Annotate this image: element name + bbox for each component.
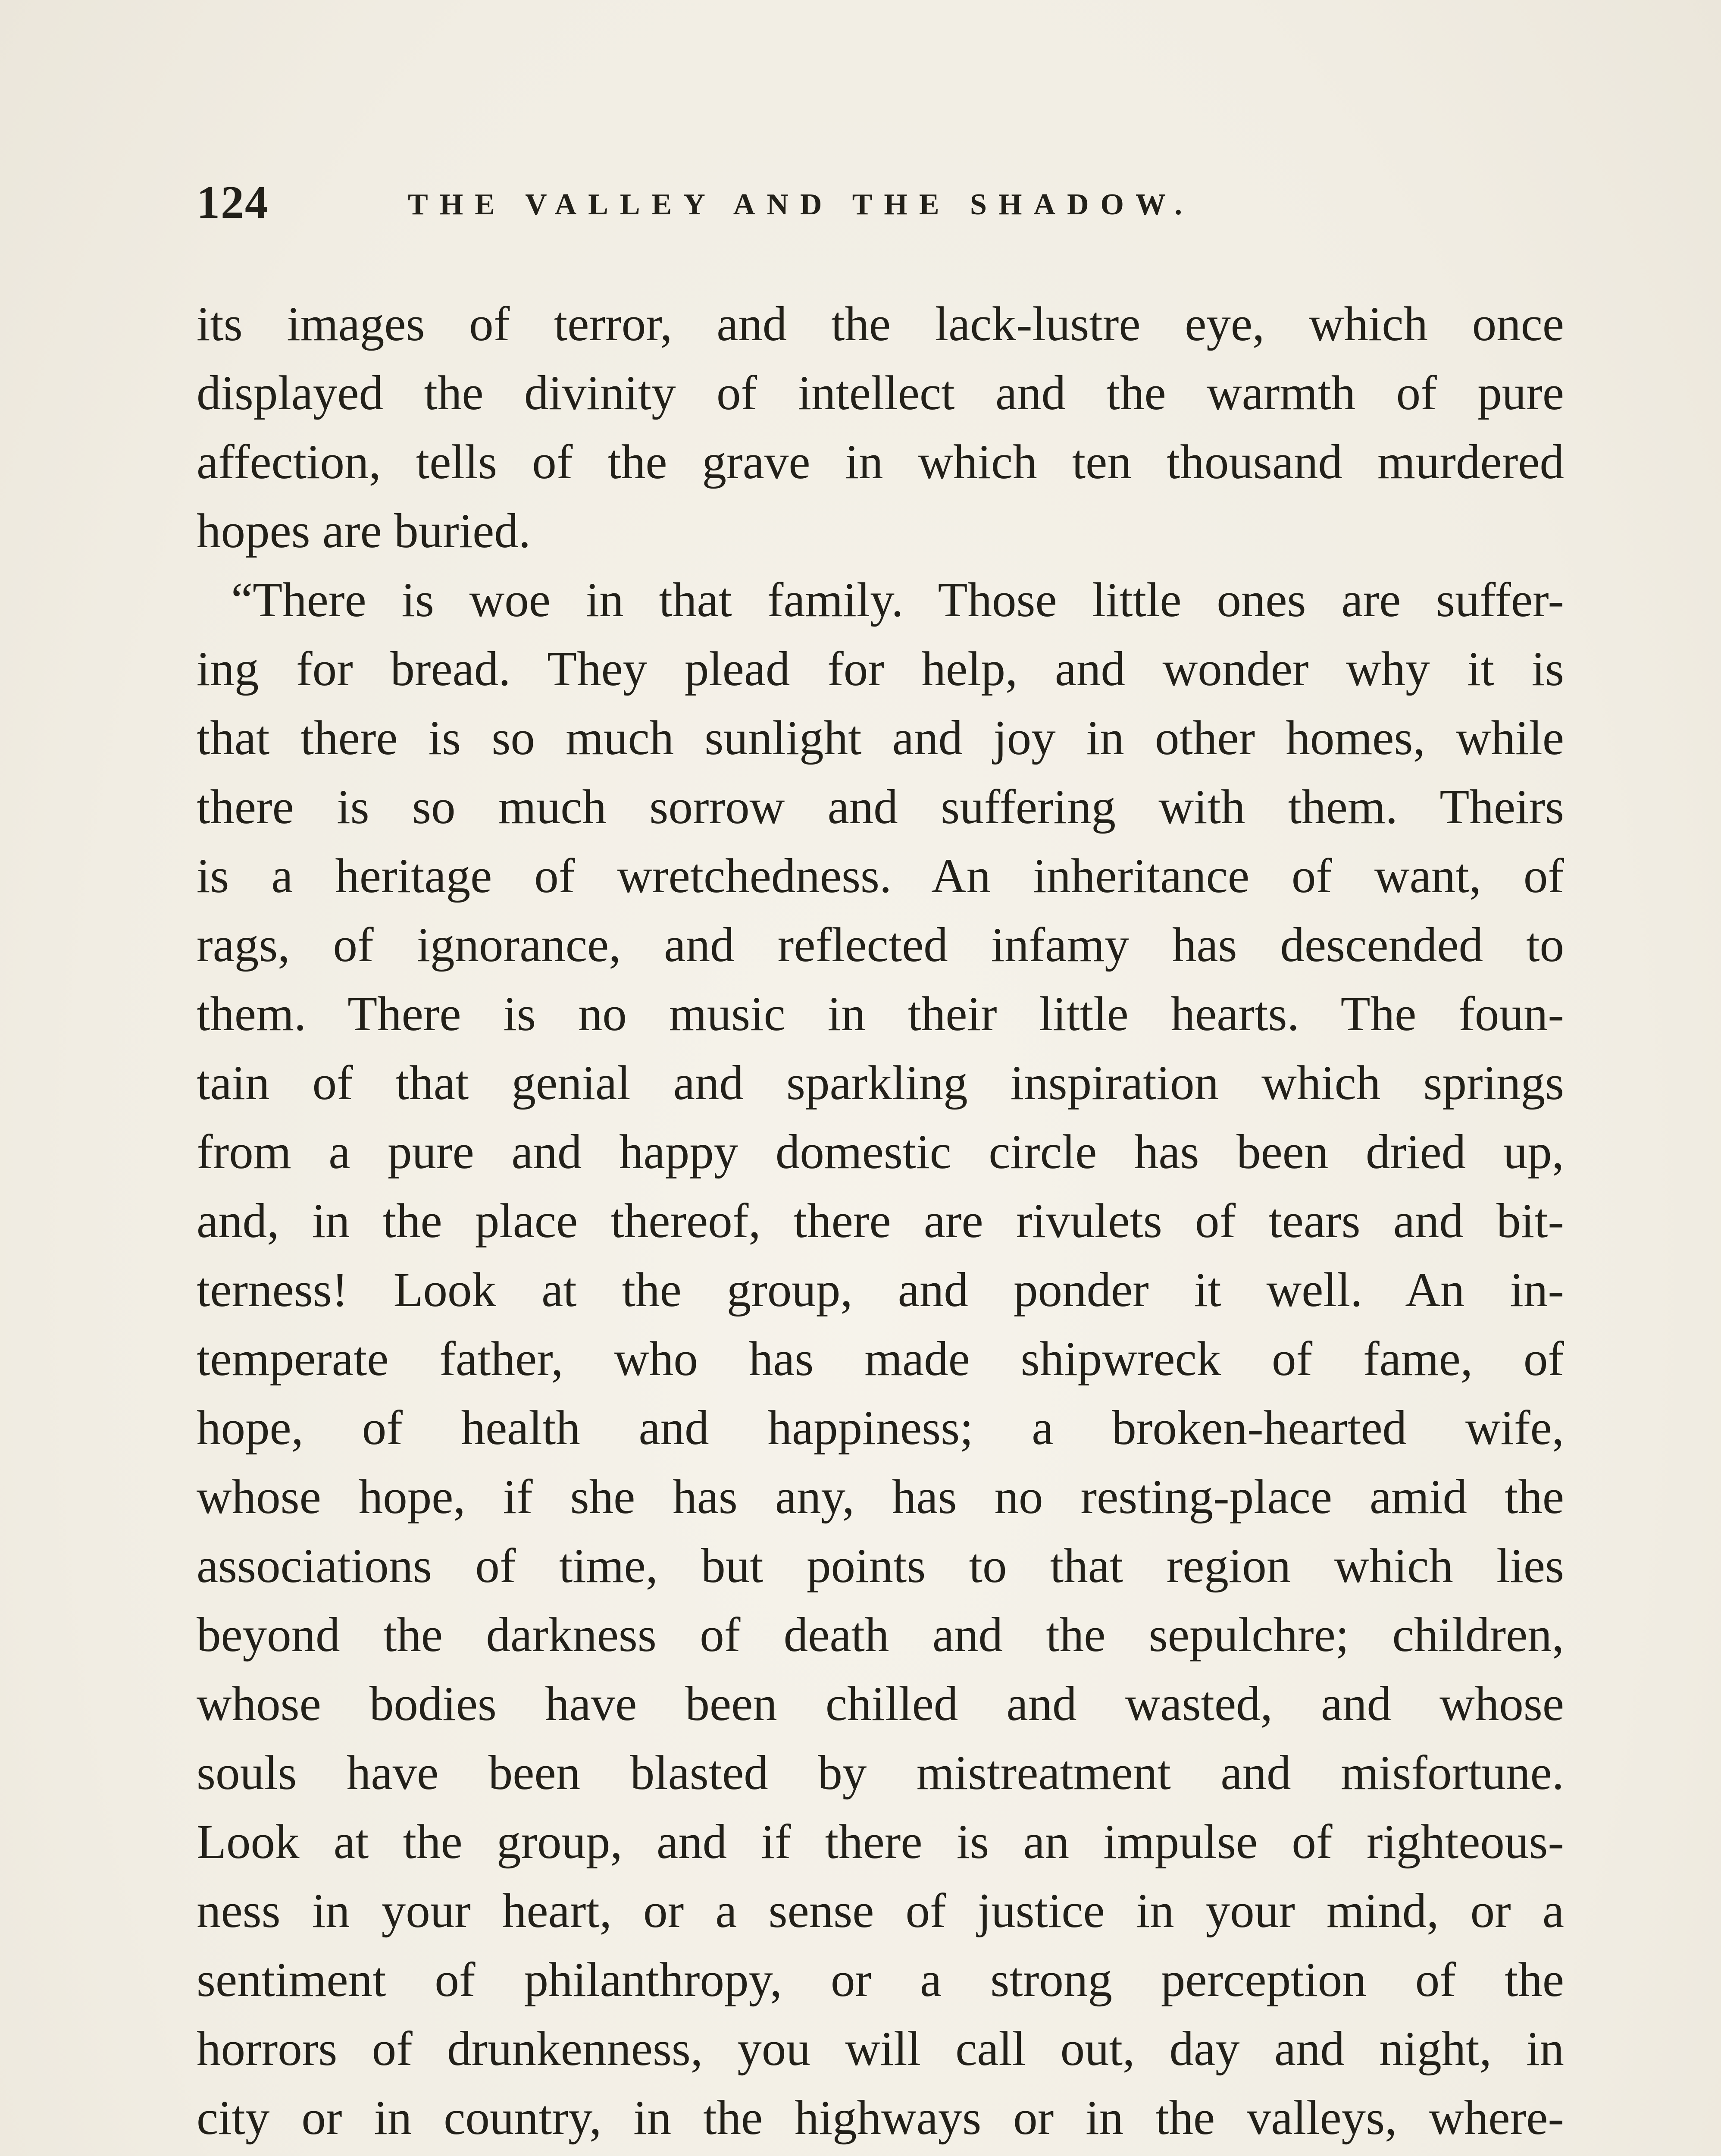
- text-line: ness in your heart, or a sense of justice in your mind, or a: [197, 1884, 1564, 1938]
- body-text: [197, 290, 1564, 2156]
- text-line: ing for bread. They plead for help, and wonder why it is: [197, 642, 1564, 696]
- text-line: horrors of drunkenness, you will call out, day and night, in: [197, 2022, 1564, 2076]
- text-line: affection, tells of the grave in which ten thousand murdered: [197, 435, 1564, 489]
- text-line: displayed the divinity of intellect and the warmth of pure: [197, 366, 1564, 420]
- text-line: beyond the darkness of death and the sepulchre; children,: [197, 1608, 1564, 1662]
- text-line: and, in the place thereof, there are rivulets of tears and bit-: [197, 1194, 1564, 1248]
- text-line: tain of that genial and sparkling inspiration which springs: [197, 1056, 1564, 1110]
- text-line: souls have been blasted by mistreatment and misfortune.: [197, 1746, 1564, 1800]
- text-line: whose bodies have been chilled and wasted, and whose: [197, 1677, 1564, 1731]
- text-line: whose hope, if she has any, has no resting-place amid the: [197, 1470, 1564, 1524]
- text-line: city or in country, in the highways or in the valleys, where-: [197, 2091, 1564, 2145]
- text-line: hopes are buried.: [197, 504, 531, 558]
- text-line: temperate father, who has made shipwreck of fame, of: [197, 1332, 1564, 1386]
- text-line: hope, of health and happiness; a broken-hearted wife,: [197, 1401, 1564, 1455]
- paragraph-start-line: “There is woe in that family. Those little ones are suffer-: [231, 573, 1564, 627]
- text-line: that there is so much sunlight and joy in other homes, while: [197, 711, 1564, 765]
- text-line: its images of terror, and the lack-lustre eye, which once: [197, 297, 1564, 351]
- running-head: [197, 172, 1404, 233]
- text-line: Look at the group, and if there is an impulse of righteous-: [197, 1815, 1564, 1869]
- text-line: associations of time, but points to that region which lies: [197, 1539, 1564, 1593]
- text-line: terness! Look at the group, and ponder it well. An in-: [197, 1263, 1564, 1317]
- running-title: THE VALLEY AND THE SHADOW.: [408, 188, 1194, 221]
- text-line: is a heritage of wretchedness. An inheritance of want, of: [197, 849, 1564, 903]
- text-line: rags, of ignorance, and reflected infamy has descended to: [197, 918, 1564, 972]
- page-number: 124: [197, 177, 269, 228]
- text-line: them. There is no music in their little hearts. The foun-: [197, 987, 1564, 1041]
- text-line: from a pure and happy domestic circle has been dried up,: [197, 1125, 1564, 1179]
- text-line: there is so much sorrow and suffering with them. Theirs: [197, 780, 1564, 834]
- text-line: sentiment of philanthropy, or a strong perception of the: [197, 1953, 1564, 2007]
- text-line: [197, 2153, 1564, 2156]
